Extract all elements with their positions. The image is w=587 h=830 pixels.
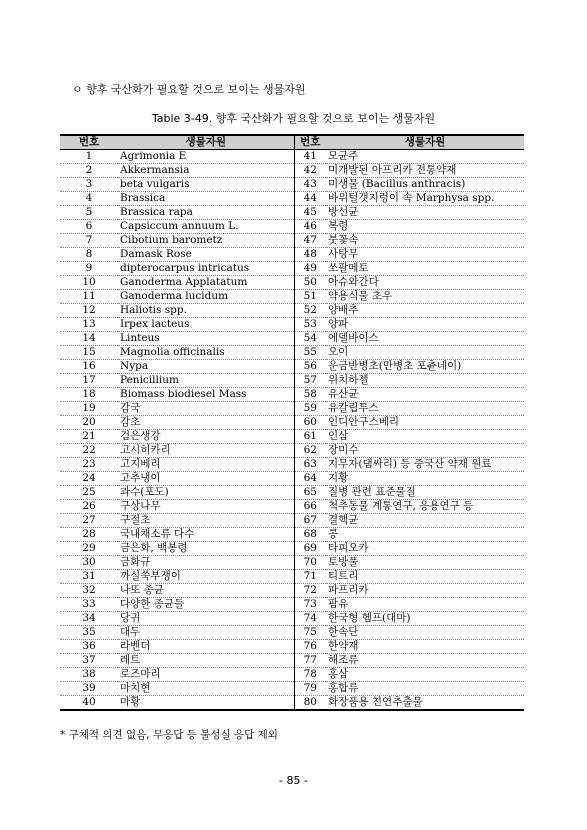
row-resource-right: 티트리 bbox=[326, 570, 524, 584]
row-resource-right: 한속단 bbox=[326, 626, 524, 640]
row-resource-right: 한국형 헴프(대마) bbox=[326, 612, 524, 626]
row-number-left: 16 bbox=[60, 360, 118, 374]
row-number-right: 42 bbox=[294, 164, 326, 178]
table-row bbox=[60, 640, 524, 654]
header-number-2: 번호 bbox=[294, 135, 326, 150]
row-resource-left: 감국 bbox=[118, 402, 294, 416]
table-row bbox=[60, 542, 524, 556]
row-resource-right: 콩 bbox=[326, 528, 524, 542]
row-number-left: 32 bbox=[60, 584, 118, 598]
row-resource-right: 위치하젤 bbox=[326, 374, 524, 388]
header-resource-1: 생물자원 bbox=[118, 135, 294, 150]
table-row bbox=[60, 290, 524, 304]
row-resource-right: 지황 bbox=[326, 472, 524, 486]
row-number-right: 43 bbox=[294, 178, 326, 192]
row-resource-right: 화장품용 친연추출물 bbox=[326, 696, 524, 711]
row-resource-left: 마황 bbox=[118, 696, 294, 711]
row-number-left: 10 bbox=[60, 276, 118, 290]
row-resource-left: 국내채소류 다수 bbox=[118, 528, 294, 542]
row-resource-right: 양파 bbox=[326, 318, 524, 332]
row-resource-left: 다양한 종균들 bbox=[118, 598, 294, 612]
row-resource-right: 토방풀 bbox=[326, 556, 524, 570]
row-number-right: 60 bbox=[294, 416, 326, 430]
table-row bbox=[60, 206, 524, 220]
row-number-left: 14 bbox=[60, 332, 118, 346]
table-row bbox=[60, 332, 524, 346]
row-resource-left: dipterocarpus intricatus bbox=[118, 262, 294, 276]
row-resource-left: Penicillium bbox=[118, 374, 294, 388]
row-number-right: 73 bbox=[294, 598, 326, 612]
row-number-left: 15 bbox=[60, 346, 118, 360]
row-resource-left: 검은생강 bbox=[118, 430, 294, 444]
bio-resources-table bbox=[60, 134, 524, 711]
page-number: - 85 - bbox=[279, 774, 308, 787]
row-number-left: 1 bbox=[60, 150, 118, 164]
table-row bbox=[60, 430, 524, 444]
row-number-right: 65 bbox=[294, 486, 326, 500]
row-number-right: 72 bbox=[294, 584, 326, 598]
table-body bbox=[60, 150, 524, 711]
row-number-left: 13 bbox=[60, 318, 118, 332]
row-number-left: 28 bbox=[60, 528, 118, 542]
section-heading: ㅇ 향후 국산화가 필요할 것으로 보이는 생물자원 bbox=[72, 83, 306, 96]
row-resource-left: Nypa bbox=[118, 360, 294, 374]
row-resource-left: Ganoderma lucidum bbox=[118, 290, 294, 304]
row-number-left: 33 bbox=[60, 598, 118, 612]
row-resource-left: 대두 bbox=[118, 626, 294, 640]
row-number-right: 69 bbox=[294, 542, 326, 556]
row-number-right: 75 bbox=[294, 626, 326, 640]
row-number-left: 8 bbox=[60, 248, 118, 262]
table-caption: Table 3-49. 향후 국산화가 필요할 것으로 보이는 생물자원 bbox=[151, 112, 436, 125]
row-resource-left: 감초 bbox=[118, 416, 294, 430]
row-number-right: 54 bbox=[294, 332, 326, 346]
row-resource-left: 금화규 bbox=[118, 556, 294, 570]
row-resource-left: 고추냉이 bbox=[118, 472, 294, 486]
row-number-right: 76 bbox=[294, 640, 326, 654]
row-number-right: 52 bbox=[294, 304, 326, 318]
row-resource-left: Linteus bbox=[118, 332, 294, 346]
row-resource-left: 라벤더 bbox=[118, 640, 294, 654]
row-resource-left: Brassica bbox=[118, 192, 294, 206]
row-number-left: 21 bbox=[60, 430, 118, 444]
table-row bbox=[60, 262, 524, 276]
row-number-right: 79 bbox=[294, 682, 326, 696]
row-number-left: 40 bbox=[60, 696, 118, 711]
row-resource-left: 과수(포도) bbox=[118, 486, 294, 500]
row-resource-left: Magnolia officinalis bbox=[118, 346, 294, 360]
row-number-left: 17 bbox=[60, 374, 118, 388]
row-resource-right: 파프리카 bbox=[326, 584, 524, 598]
table-row bbox=[60, 416, 524, 430]
row-resource-right: 인디안구스베리 bbox=[326, 416, 524, 430]
row-number-left: 34 bbox=[60, 612, 118, 626]
row-number-right: 71 bbox=[294, 570, 326, 584]
row-number-right: 57 bbox=[294, 374, 326, 388]
table-row bbox=[60, 402, 524, 416]
row-number-left: 19 bbox=[60, 402, 118, 416]
row-resource-right: 홍합류 bbox=[326, 682, 524, 696]
row-number-left: 39 bbox=[60, 682, 118, 696]
row-number-right: 45 bbox=[294, 206, 326, 220]
table-row bbox=[60, 598, 524, 612]
row-resource-right: 장미수 bbox=[326, 444, 524, 458]
table-row bbox=[60, 178, 524, 192]
row-resource-right: 아슈와간다 bbox=[326, 276, 524, 290]
table-header bbox=[60, 135, 524, 150]
row-resource-right: 사탕무 bbox=[326, 248, 524, 262]
row-number-left: 29 bbox=[60, 542, 118, 556]
row-number-right: 55 bbox=[294, 346, 326, 360]
row-number-left: 24 bbox=[60, 472, 118, 486]
row-number-right: 46 bbox=[294, 220, 326, 234]
table-row bbox=[60, 472, 524, 486]
row-number-left: 36 bbox=[60, 640, 118, 654]
table-row bbox=[60, 556, 524, 570]
table-row bbox=[60, 682, 524, 696]
table-row bbox=[60, 164, 524, 178]
row-resource-right: 유칼립투스 bbox=[326, 402, 524, 416]
row-number-left: 9 bbox=[60, 262, 118, 276]
row-number-left: 4 bbox=[60, 192, 118, 206]
table-row bbox=[60, 486, 524, 500]
table-row bbox=[60, 304, 524, 318]
row-number-right: 74 bbox=[294, 612, 326, 626]
table-row bbox=[60, 248, 524, 262]
row-number-right: 50 bbox=[294, 276, 326, 290]
row-resource-right: 쏘팔메토 bbox=[326, 262, 524, 276]
row-resource-left: Biomass biodiesel Mass bbox=[118, 388, 294, 402]
row-resource-left: 나또 종균 bbox=[118, 584, 294, 598]
row-resource-left: Agrimonia E bbox=[118, 150, 294, 164]
table-row bbox=[60, 654, 524, 668]
row-number-right: 58 bbox=[294, 388, 326, 402]
row-number-left: 7 bbox=[60, 234, 118, 248]
row-number-left: 6 bbox=[60, 220, 118, 234]
row-number-right: 59 bbox=[294, 402, 326, 416]
row-resource-left: 구상나무 bbox=[118, 500, 294, 514]
row-number-right: 56 bbox=[294, 360, 326, 374]
table-row bbox=[60, 458, 524, 472]
row-resource-right: 척추동물 계통연구, 응용연구 등 bbox=[326, 500, 524, 514]
table-row bbox=[60, 360, 524, 374]
table-row bbox=[60, 500, 524, 514]
row-number-right: 61 bbox=[294, 430, 326, 444]
row-number-right: 51 bbox=[294, 290, 326, 304]
table-row bbox=[60, 276, 524, 290]
row-resource-left: Damask Rose bbox=[118, 248, 294, 262]
row-resource-left: 고지베리 bbox=[118, 458, 294, 472]
row-number-right: 80 bbox=[294, 696, 326, 711]
row-resource-left: 금은화, 백봉령 bbox=[118, 542, 294, 556]
table-row bbox=[60, 220, 524, 234]
row-resource-right: 붓꽃속 bbox=[326, 234, 524, 248]
row-number-right: 49 bbox=[294, 262, 326, 276]
row-resource-right: 운금반병초(만병초 포츈네이) bbox=[326, 360, 524, 374]
table-row bbox=[60, 192, 524, 206]
header-resource-2: 생물자원 bbox=[326, 135, 524, 150]
row-resource-right: 에델바이스 bbox=[326, 332, 524, 346]
row-number-left: 5 bbox=[60, 206, 118, 220]
row-number-left: 18 bbox=[60, 388, 118, 402]
row-number-right: 64 bbox=[294, 472, 326, 486]
row-resource-left: Haliotis spp. bbox=[118, 304, 294, 318]
row-number-right: 63 bbox=[294, 458, 326, 472]
row-number-left: 38 bbox=[60, 668, 118, 682]
row-resource-left: Akkermansia bbox=[118, 164, 294, 178]
table-row bbox=[60, 150, 524, 164]
row-number-right: 53 bbox=[294, 318, 326, 332]
header-number-1: 번호 bbox=[60, 135, 118, 150]
row-resource-left: 까실쑥부쟁이 bbox=[118, 570, 294, 584]
row-resource-right: 홍삼 bbox=[326, 668, 524, 682]
table-row bbox=[60, 346, 524, 360]
row-number-right: 78 bbox=[294, 668, 326, 682]
row-number-right: 41 bbox=[294, 150, 326, 164]
row-number-right: 67 bbox=[294, 514, 326, 528]
row-resource-left: 고시히카리 bbox=[118, 444, 294, 458]
footnote: * 구체적 의견 없음, 무응답 등 불성실 응답 제외 bbox=[60, 729, 278, 741]
row-number-right: 47 bbox=[294, 234, 326, 248]
row-resource-right: 해조류 bbox=[326, 654, 524, 668]
row-resource-right: 오이 bbox=[326, 346, 524, 360]
row-number-left: 3 bbox=[60, 178, 118, 192]
row-number-left: 20 bbox=[60, 416, 118, 430]
row-resource-right: 양배추 bbox=[326, 304, 524, 318]
table-row bbox=[60, 584, 524, 598]
row-number-right: 62 bbox=[294, 444, 326, 458]
table-row bbox=[60, 668, 524, 682]
row-resource-right: 인삼 bbox=[326, 430, 524, 444]
row-number-right: 68 bbox=[294, 528, 326, 542]
row-resource-left: 로즈마리 bbox=[118, 668, 294, 682]
table-row bbox=[60, 234, 524, 248]
table-row bbox=[60, 514, 524, 528]
row-resource-right: 약용식물 초우 bbox=[326, 290, 524, 304]
row-resource-left: Ganoderma Applatatum bbox=[118, 276, 294, 290]
row-resource-left: Cibotium barometz bbox=[118, 234, 294, 248]
row-resource-left: 레트 bbox=[118, 654, 294, 668]
row-resource-left: beta vulgaris bbox=[118, 178, 294, 192]
row-number-right: 44 bbox=[294, 192, 326, 206]
row-number-left: 2 bbox=[60, 164, 118, 178]
row-resource-left: Capsiccum annuum L. bbox=[118, 220, 294, 234]
row-number-left: 22 bbox=[60, 444, 118, 458]
row-resource-right: 방선균 bbox=[326, 206, 524, 220]
table-row bbox=[60, 612, 524, 626]
table-row bbox=[60, 696, 524, 711]
row-resource-left: Irpex lacteus bbox=[118, 318, 294, 332]
row-number-left: 31 bbox=[60, 570, 118, 584]
row-number-left: 37 bbox=[60, 654, 118, 668]
row-resource-right: 팜유 bbox=[326, 598, 524, 612]
row-number-right: 70 bbox=[294, 556, 326, 570]
row-resource-right: 모균주 bbox=[326, 150, 524, 164]
row-number-right: 66 bbox=[294, 500, 326, 514]
row-resource-right: 질병 관련 표준물질 bbox=[326, 486, 524, 500]
row-resource-left: 마치현 bbox=[118, 682, 294, 696]
row-number-left: 35 bbox=[60, 626, 118, 640]
row-resource-right: 미생물 (Bacillus anthracis) bbox=[326, 178, 524, 192]
row-number-left: 30 bbox=[60, 556, 118, 570]
table-row bbox=[60, 626, 524, 640]
row-resource-right: 타피오카 bbox=[326, 542, 524, 556]
row-resource-left: Brassica rapa bbox=[118, 206, 294, 220]
table-row bbox=[60, 570, 524, 584]
row-resource-right: 복령 bbox=[326, 220, 524, 234]
row-resource-right: 결핵균 bbox=[326, 514, 524, 528]
table-row bbox=[60, 388, 524, 402]
row-number-left: 11 bbox=[60, 290, 118, 304]
row-number-left: 23 bbox=[60, 458, 118, 472]
row-number-left: 27 bbox=[60, 514, 118, 528]
table-row bbox=[60, 374, 524, 388]
row-resource-right: 미개발된 아프리카 전통약재 bbox=[326, 164, 524, 178]
row-resource-right: 유산균 bbox=[326, 388, 524, 402]
table-row bbox=[60, 528, 524, 542]
row-number-right: 77 bbox=[294, 654, 326, 668]
row-resource-right: 지무자(댐싸리) 등 중국산 약재 원료 bbox=[326, 458, 524, 472]
row-resource-right: 한약재 bbox=[326, 640, 524, 654]
row-number-right: 48 bbox=[294, 248, 326, 262]
row-number-left: 12 bbox=[60, 304, 118, 318]
table-row bbox=[60, 318, 524, 332]
row-resource-right: 바위털갯지렁이 속 Marphysa spp. bbox=[326, 192, 524, 206]
row-number-left: 26 bbox=[60, 500, 118, 514]
row-number-left: 25 bbox=[60, 486, 118, 500]
row-resource-left: 당귀 bbox=[118, 612, 294, 626]
row-resource-left: 구절초 bbox=[118, 514, 294, 528]
table-row bbox=[60, 444, 524, 458]
